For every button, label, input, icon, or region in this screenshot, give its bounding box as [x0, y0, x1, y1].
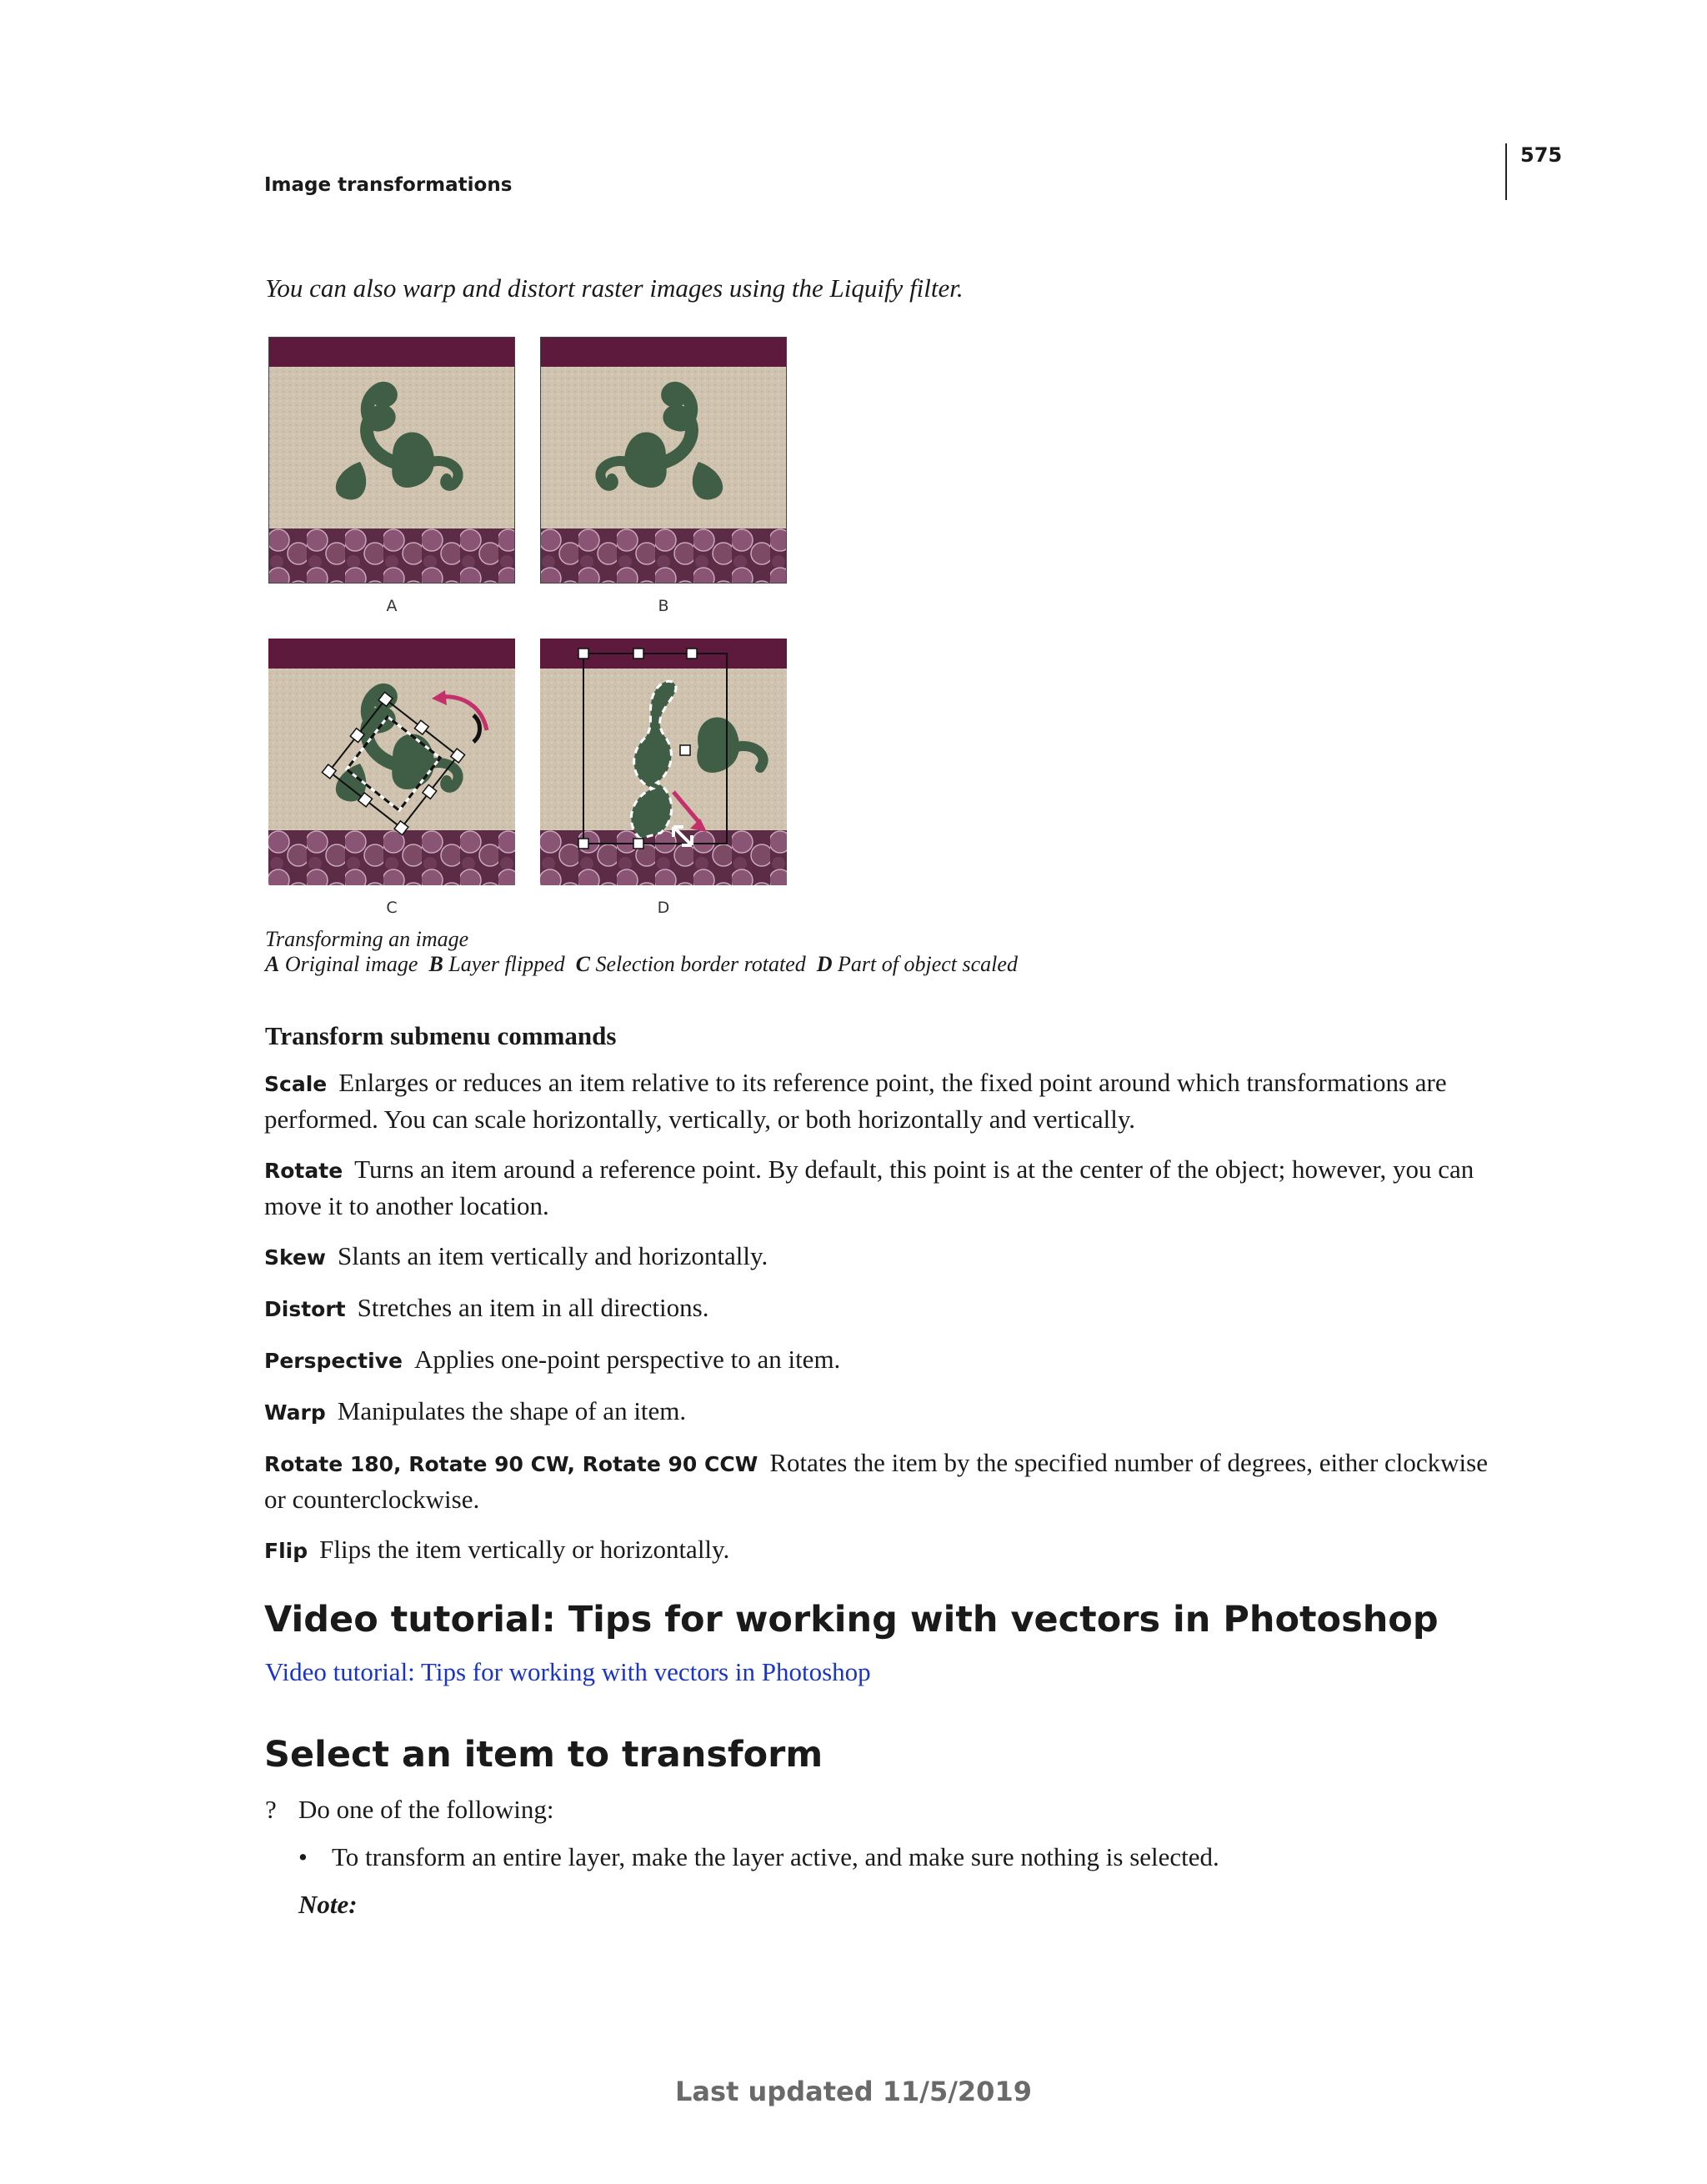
caption-text-a: Original image	[284, 952, 418, 976]
video-heading: Video tutorial: Tips for working with vectors in Photoshop	[264, 1599, 1439, 1641]
caption-key-a: A	[265, 952, 280, 976]
command-term: Rotate 180, Rotate 90 CW, Rotate 90 CCW	[264, 1452, 758, 1476]
step-row	[265, 1795, 554, 1825]
page-number: 575	[1520, 143, 1563, 167]
figure-caption	[265, 927, 1018, 977]
command-desc: Rotates the item by the specified number of degrees, either clockwise or counterclockwise.	[264, 1448, 1488, 1514]
command-item	[264, 1152, 1489, 1224]
bullet-text: To transform an entire layer, make the layer active, and make sure nothing is selected.	[332, 1842, 1219, 1871]
caption-text-c: Selection border rotated	[595, 952, 806, 976]
command-desc: Slants an item vertically and horizontally.	[338, 1241, 768, 1270]
command-term: Scale	[264, 1072, 328, 1096]
command-desc: Manipulates the shape of an item.	[337, 1396, 687, 1425]
figure-panel-d	[540, 639, 787, 885]
note-label: Note:	[298, 1890, 358, 1919]
command-desc: Applies one-point perspective to an item.	[413, 1345, 841, 1374]
command-term: Distort	[264, 1297, 346, 1321]
bullet-row	[298, 1842, 1219, 1872]
select-heading: Select an item to transform	[264, 1734, 823, 1776]
submenu-heading: Transform submenu commands	[265, 1021, 617, 1050]
bullet-marker: •	[298, 1842, 308, 1871]
command-desc: Turns an item around a reference point. By default, this point is at the center of the object; however, you can move it to another location.	[264, 1155, 1474, 1220]
intro-note: You can also warp and distort raster images using the Liquify filter.	[265, 273, 964, 303]
command-item	[264, 1290, 1489, 1327]
command-list	[264, 1065, 1489, 1584]
caption-title: Transforming an image	[265, 927, 469, 951]
figure-panel-c	[268, 639, 515, 885]
command-term: Warp	[264, 1400, 326, 1425]
command-term: Flip	[264, 1539, 308, 1563]
figure-panel-a	[268, 337, 515, 584]
caption-text-b: Layer flipped	[448, 952, 565, 976]
command-item	[264, 1532, 1489, 1569]
footer-last-updated: Last updated 11/5/2019	[675, 2076, 1032, 2107]
step-marker: ?	[265, 1795, 277, 1824]
header-rule	[1505, 143, 1507, 200]
command-term: Rotate	[264, 1159, 343, 1183]
figure-label-a: A	[386, 597, 398, 615]
caption-items	[265, 952, 1018, 977]
command-item	[264, 1239, 1489, 1275]
command-desc: Stretches an item in all directions.	[357, 1293, 709, 1322]
command-term: Perspective	[264, 1349, 403, 1373]
command-item	[264, 1065, 1489, 1137]
figure-label-b: B	[658, 597, 669, 615]
command-desc: Flips the item vertically or horizontally.	[319, 1535, 730, 1564]
command-term: Skew	[264, 1245, 327, 1270]
command-item	[264, 1342, 1489, 1379]
figure-panel-b	[540, 337, 787, 584]
command-item	[264, 1445, 1489, 1517]
section-header: Image transformations	[264, 174, 513, 196]
caption-text-d: Part of object scaled	[838, 952, 1018, 976]
figure-label-d: D	[657, 899, 670, 917]
caption-key-b: B	[428, 952, 443, 976]
video-tutorial-link[interactable]: Video tutorial: Tips for working with vectors in Photoshop	[265, 1657, 871, 1686]
step-text: Do one of the following:	[298, 1795, 554, 1824]
command-desc: Enlarges or reduces an item relative to its reference point, the fixed point around which transformations are performed. You can scale horizontally, vertically, or both horizontally and vertically.	[264, 1068, 1447, 1134]
command-item	[264, 1394, 1489, 1430]
caption-key-d: D	[816, 952, 833, 976]
caption-key-c: C	[575, 952, 591, 976]
figure-label-c: C	[386, 899, 398, 917]
